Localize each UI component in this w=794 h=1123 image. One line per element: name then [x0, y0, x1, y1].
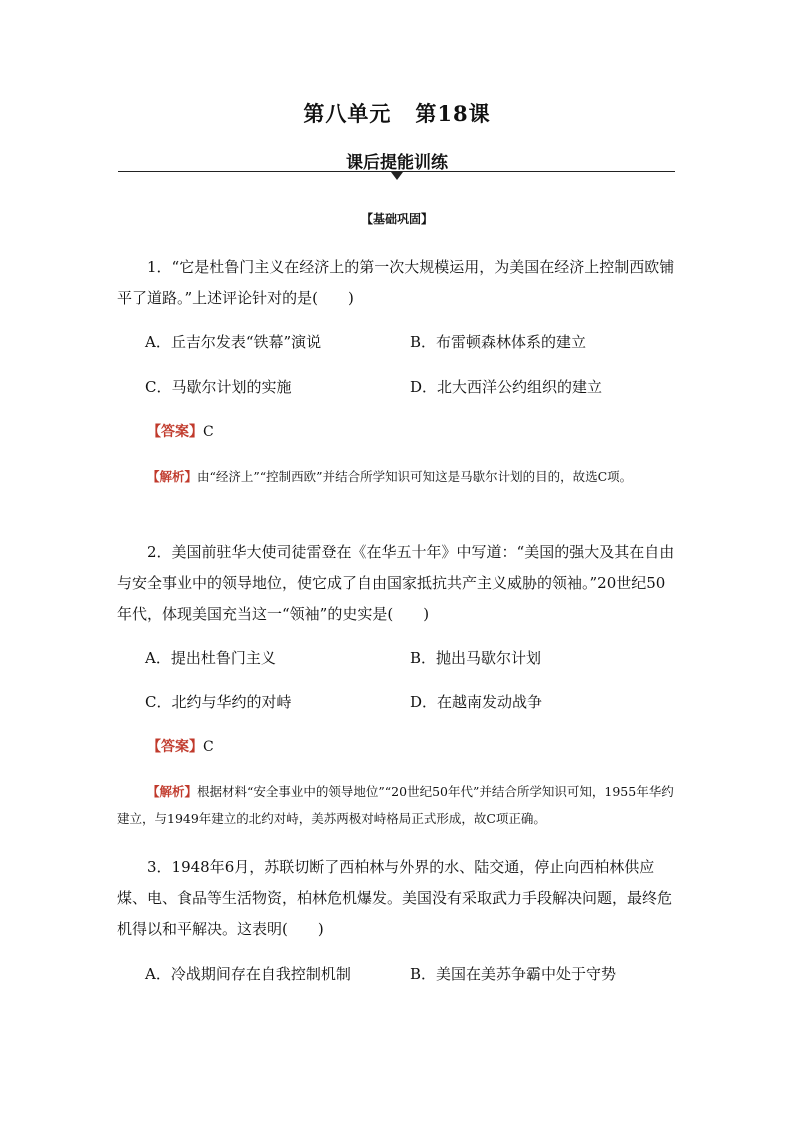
question-2-answer	[147, 737, 214, 757]
question-3-stem: 3．1948年6月，苏联切断了西柏林与外界的水、陆交通，停止向西柏林供应煤、电、食品等生活物资，柏林危机爆发。美国没有采取武力手段解决问题，最终危机得以和平解决。这表明( )	[117, 858, 673, 938]
question-2-option-b: B．抛出马歇尔计划	[410, 649, 542, 667]
analysis-text: 由“经济上”“控制西欧”并结合所学知识可知这是马歇尔计划的目的，故选C项。	[197, 469, 633, 484]
question-2-analysis	[117, 778, 677, 832]
question-1-answer	[147, 422, 214, 442]
question-3-option-b: B．美国在美苏争霸中处于守势	[410, 965, 617, 983]
page-subtitle: 课后提能训练	[346, 153, 448, 173]
question-1-option-c: C．马歇尔计划的实施	[145, 378, 292, 396]
question-2-option-d: D．在越南发动战争	[410, 693, 543, 711]
analysis-tag: 【解析】	[147, 784, 198, 799]
lesson-title: 第18课	[415, 101, 491, 126]
answer-value: C	[203, 424, 214, 440]
question-1-option-d: D．北大西洋公约组织的建立	[410, 378, 603, 396]
question-1-option-a: A．丘吉尔发表“铁幕”演说	[145, 333, 322, 351]
analysis-tag: 【解析】	[147, 469, 198, 484]
question-2-stem: 2．美国前驻华大使司徒雷登在《在华五十年》中写道：“美国的强大及其在自由与安全事业中的领导地位，使它成了自由国家抵抗共产主义威胁的领袖。”20世纪50年代，体现美国充当这一“领袖”的史实是( )	[117, 543, 675, 623]
question-2-option-c: C．北约与华约的对峙	[145, 693, 292, 711]
divider-arrow-icon	[391, 172, 403, 180]
unit-title: 第八单元	[303, 101, 392, 126]
question-1-option-b: B．布雷顿森林体系的建立	[410, 333, 587, 351]
page-title	[0, 98, 794, 128]
question-2-option-a: A．提出杜鲁门主义	[145, 649, 276, 667]
answer-tag: 【答案】	[147, 739, 203, 755]
question-1-analysis	[117, 463, 677, 490]
analysis-text: 根据材料“安全事业中的领导地位”“20世纪50年代”并结合所学知识可知，1955年华约建立，与1949年建立的北约对峙，美苏两极对峙格局正式形成，故C项正确。	[117, 784, 674, 826]
section-heading: 【基础巩固】	[360, 212, 433, 226]
answer-value: C	[203, 739, 214, 755]
question-3-option-a: A．冷战期间存在自我控制机制	[145, 965, 351, 983]
answer-tag: 【答案】	[147, 424, 203, 440]
question-1-stem: 1．“它是杜鲁门主义在经济上的第一次大规模运用，为美国在经济上控制西欧铺平了道路。”上述评论针对的是( )	[117, 258, 675, 307]
